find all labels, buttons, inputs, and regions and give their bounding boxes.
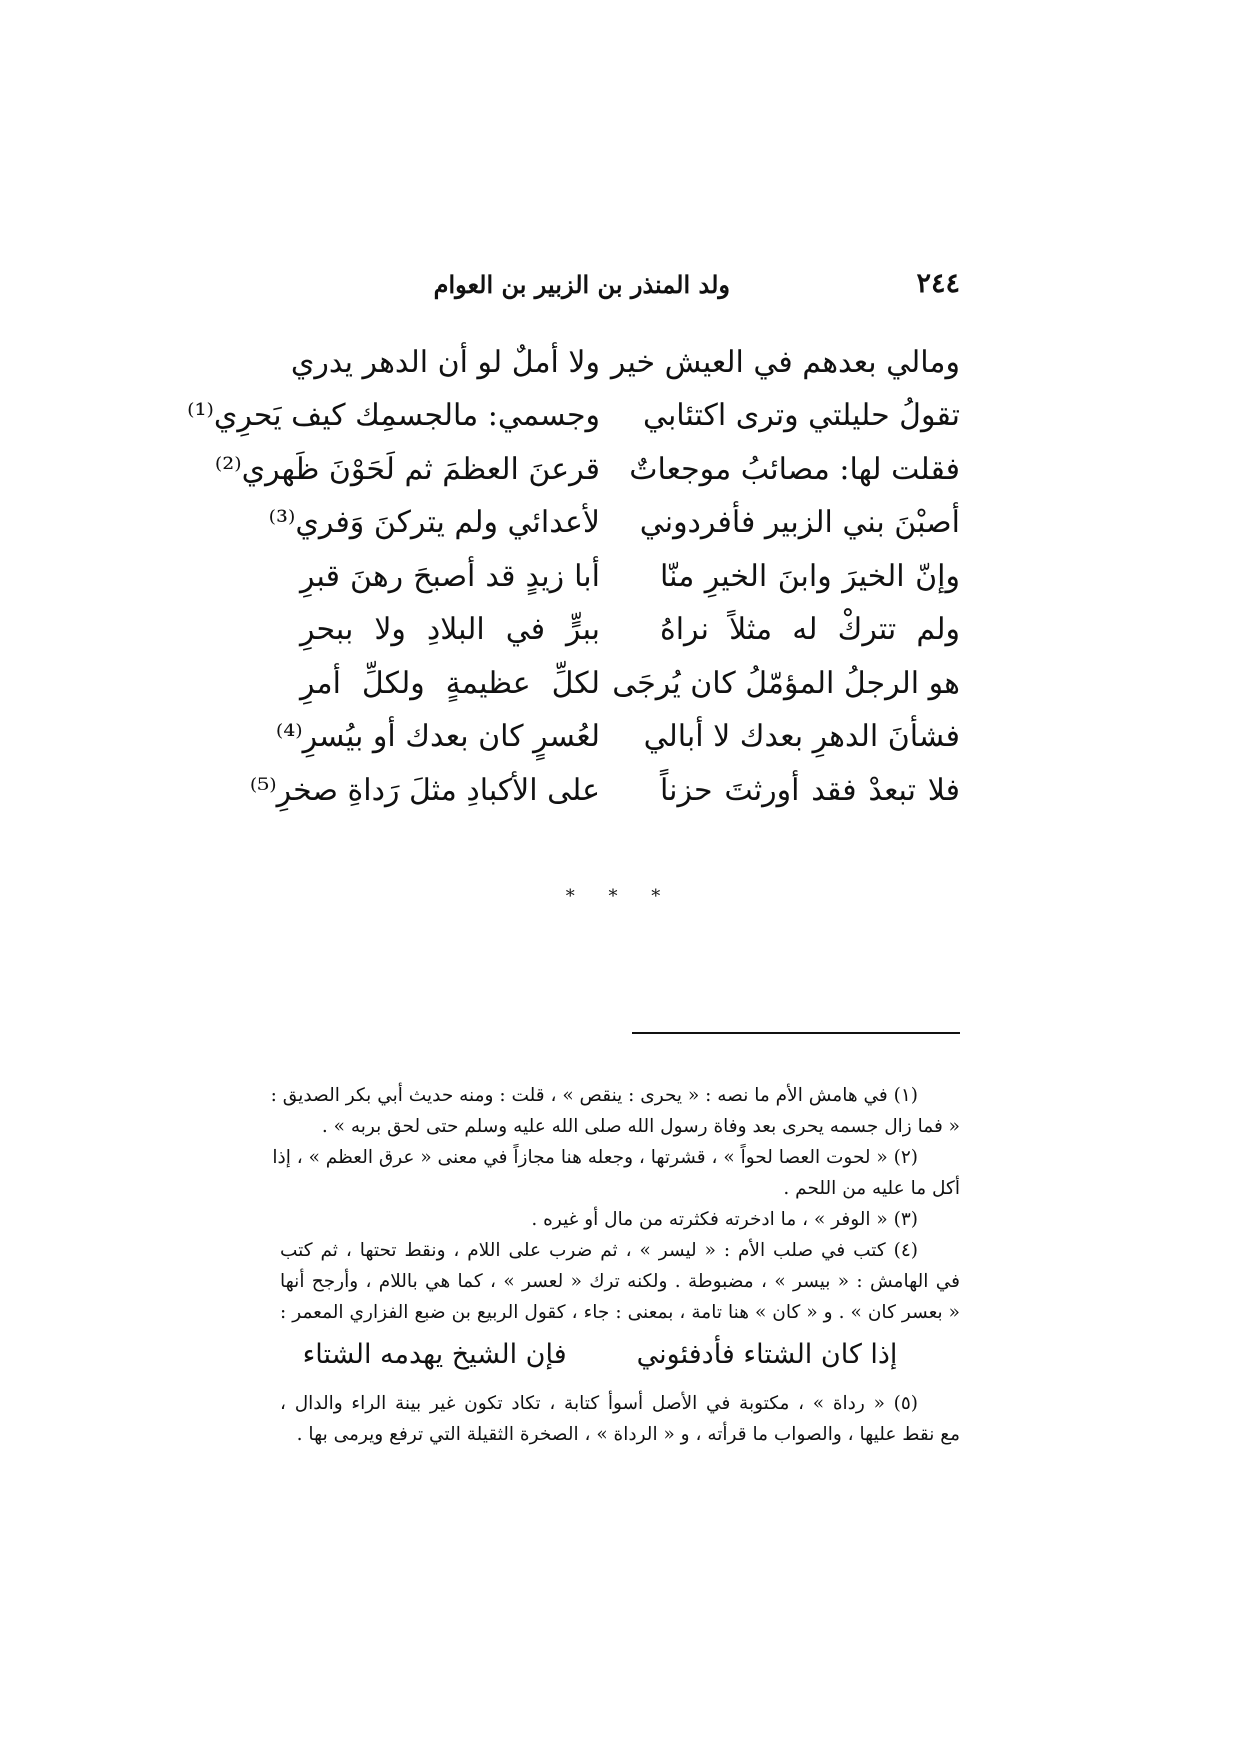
verse [214,443,960,497]
verse [249,764,960,818]
verse [290,336,960,390]
poem [187,336,960,818]
verse-second-hemistich: لأعدائي ولم يتركنَ وَفري⁽³⁾ [268,505,600,541]
running-title: ولد المنذر بن الزبير بن العوام [433,270,730,299]
footnote-line: « بعسر كان » . و « كان » هنا تامة ، بمعنى : جاء ، كقول الربيع بن ضبع الفزاري المعمر : [280,1302,960,1323]
verse-first-hemistich: أصبْنَ بني الزبير فأفردوني [639,505,960,541]
verse-first-hemistich: هو الرجلُ المؤمّلُ كان يُرجَى [612,665,960,701]
footnotes [270,1080,960,1450]
quoted-verse-first-hemistich: إذا كان الشتاء فأدفئوني [636,1339,898,1370]
verse [268,497,960,551]
footnote-line: في الهامش : « بيسر » ، مضبوطة . ولكنه ترك « لعسر » ، كما هي باللام ، وأرجح أنها [280,1271,960,1292]
verse-second-hemistich: ولا أملٌ لو أن الدهر يدري [290,344,600,380]
verse-second-hemistich: قرعنَ العظمَ ثم لَحَوْنَ ظَهري⁽²⁾ [214,451,600,487]
verse-first-hemistich: فلا تبعدْ فقد أورثتَ حزناً [660,772,960,808]
verse-second-hemistich: أبا زيدٍ قد أصبحَ رهنَ قبرِ [300,558,600,594]
verse-first-hemistich: ومالي بعدهم في العيش خير [610,344,960,380]
footnote-line: مع نقط عليها ، والصواب ما قرأته ، و « الرداة » ، الصخرة الثقيلة التي ترفع ويرمى بها . [296,1424,960,1445]
verse-first-hemistich: فقلت لها: مصائبُ موجعاتٌ [629,451,960,487]
footnote-line: (٣) « الوفر » ، ما ادخرته فكثرته من مال أو غيره . [531,1209,918,1230]
verse-second-hemistich: على الأكبادِ مثلَ رَداةِ صخرِ⁽⁵⁾ [249,772,600,808]
footnote-divider [632,1032,960,1034]
footnote-line: (٥) « رداة » ، مكتوبة في الأصل أسوأ كتابة ، تكاد تكون غير بينة الراء والدال ، [280,1393,918,1414]
verse-second-hemistich: وجسمي: مالجسمِك كيف يَحرِي⁽¹⁾ [187,398,600,434]
verse-first-hemistich: تقولُ حليلتي وترى اكتئابي [642,398,960,434]
footnote-line: « فما زال جسمه يحرى بعد وفاة رسول الله صلى الله عليه وسلم حتى لحق بربه » . [321,1116,960,1137]
verse-second-hemistich: لكلِّ عظيمةٍ ولكلِّ أمرِ [300,665,600,701]
verse [300,657,960,711]
verse-first-hemistich: فشأنَ الدهرِ بعدك لا أبالي [643,719,960,755]
footnote-line: (٤) كتب في صلب الأم : « ليسر » ، ثم ضرب على اللام ، ونقط تحتها ، ثم كتب [280,1240,918,1261]
quoted-verse-second-hemistich: فإن الشيخ يهدمه الشتاء [302,1339,567,1370]
verse [275,711,960,765]
footnote-line: أكل ما عليه من اللحم . [783,1178,960,1199]
verse [187,390,960,444]
section-separator: * * * [565,886,675,907]
verse-first-hemistich: وإنّ الخيرَ وابنَ الخيرِ منّا [660,558,960,594]
page-number: ٢٤٤ [916,268,960,299]
verse-first-hemistich: ولم تتركْ له مثلاً نراهُ [660,612,960,648]
verse-second-hemistich: لعُسرٍ كان بعدك أو بيُسرِ⁽⁴⁾ [275,719,600,755]
footnote-line: (٢) « لحوت العصا لحواً » ، قشرتها ، وجعله هنا مجازاً في معنى « عرق العظم » ، إذا [272,1147,918,1168]
footnote-line: (١) في هامش الأم ما نصه : « يحرى : ينقص » ، قلت : ومنه حديث أبي بكر الصديق : [270,1085,918,1106]
footnote-quoted-verse [280,1328,960,1382]
verse-second-hemistich: ببرٍّ في البلادِ ولا ببحرِ [300,612,600,648]
page-header [300,268,960,312]
verse [300,550,960,604]
verse [300,604,960,658]
